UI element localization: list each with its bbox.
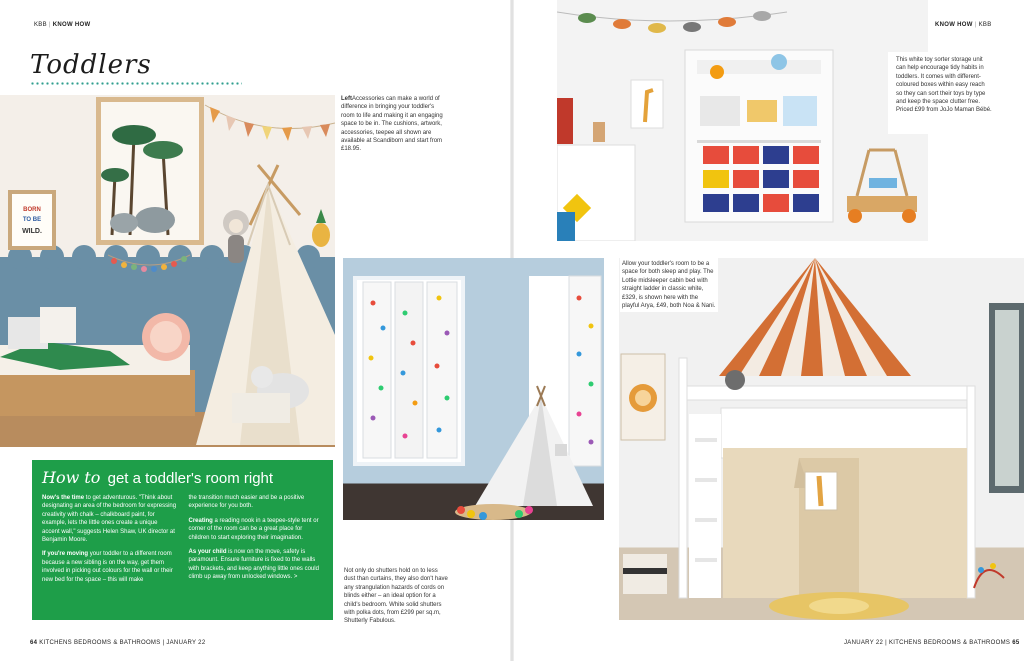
jungle-poster bbox=[96, 97, 204, 245]
paragraph-text: a reading nook in a teepee-style tent or corner of the room can be a great place for children to start exploring their imagination. bbox=[188, 517, 319, 541]
folio-date: JANUARY 22 bbox=[844, 640, 884, 646]
bead-maze-toy bbox=[974, 563, 1004, 588]
folio-date: JANUARY 22 bbox=[166, 640, 206, 646]
pineapple-decor bbox=[312, 209, 330, 247]
running-head-separator: | bbox=[48, 22, 51, 28]
toy-basket bbox=[623, 554, 667, 594]
page-title: Toddlers bbox=[30, 50, 152, 80]
how-to-column-2 bbox=[189, 494, 324, 590]
running-head-brand: KBB bbox=[34, 22, 47, 28]
right-shutter bbox=[569, 276, 601, 466]
red-postbox bbox=[557, 98, 573, 144]
how-to-column-1 bbox=[42, 494, 177, 590]
caption-left-label: Left bbox=[341, 96, 352, 102]
window-glass bbox=[995, 310, 1019, 486]
bunting bbox=[205, 105, 335, 141]
running-head-section: KNOW HOW bbox=[935, 22, 973, 28]
how-to-lead: How to bbox=[42, 468, 101, 487]
svg-text:TO BE: TO BE bbox=[22, 217, 42, 223]
paragraph-text: to get adventurous. "Think about designating an area of the bedroom for expressing creativity with chalk – chalkboard paint, for example, lets the little ones create a unique accent wall," suggests Helen Shaw, UK director at Benjamin Moore. bbox=[42, 495, 177, 544]
paragraph-lead: If you're moving bbox=[42, 551, 89, 558]
wooden-walker bbox=[847, 150, 917, 223]
how-to-paragraph bbox=[189, 494, 324, 511]
rattan-daybed bbox=[0, 307, 195, 416]
page-number: 64 bbox=[30, 640, 38, 646]
toy-sorter-unit bbox=[685, 50, 833, 222]
how-to-paragraph bbox=[189, 517, 324, 542]
circus-tent-canopy bbox=[719, 258, 911, 376]
paragraph-lead: As your child bbox=[188, 549, 227, 556]
how-to-panel bbox=[32, 460, 333, 620]
svg-text:WILD.: WILD. bbox=[22, 228, 42, 235]
caption-left-text: Accessories can make a world of difference in bringing your toddler's room to life and making it an engaging space to be in. The cushions, artwork, accessories, teepee all shown are available at Scandiborn and start from £18.95. bbox=[341, 96, 443, 153]
born-to-be-wild-print bbox=[8, 190, 56, 250]
running-head-right bbox=[935, 22, 992, 28]
photo-polka-dot-shutters bbox=[343, 258, 604, 520]
title-dotted-rule bbox=[30, 82, 242, 85]
running-head-brand: KBB bbox=[978, 22, 992, 28]
caption-storage: This white toy sorter storage unit can help encourage tidy habits in toddlers. It comes with different-coloured boxes within easy reach so they can sort their toys by type and keep the space clutter free. Priced £99 from JoJo Maman Bébé. bbox=[896, 57, 992, 114]
midsleeper-bed bbox=[679, 358, 975, 598]
running-head-left bbox=[34, 22, 91, 28]
running-head-separator: | bbox=[974, 22, 977, 28]
how-to-columns bbox=[42, 494, 323, 590]
photo-toddler-room bbox=[0, 95, 335, 447]
toy-cot bbox=[232, 393, 290, 423]
folio-separator: | bbox=[885, 640, 887, 646]
how-to-paragraph bbox=[189, 548, 324, 582]
paragraph-lead: Now's the time bbox=[42, 495, 85, 501]
folio-right bbox=[844, 640, 1019, 646]
paragraph-text: your toddler to a different room because a new sibling is on the way, get them involved in picking out colours for the wall or their new bed for the space – this will make bbox=[42, 551, 173, 583]
how-to-paragraph bbox=[42, 550, 177, 584]
plush-toy bbox=[725, 370, 745, 390]
svg-text:BORN: BORN bbox=[23, 207, 41, 213]
folio-magazine-title: KITCHENS BEDROOMS & BATHROOMS bbox=[888, 640, 1011, 646]
photo-toy-storage bbox=[557, 0, 928, 241]
giraffe-print bbox=[631, 80, 663, 128]
paragraph-lead: Creating bbox=[188, 517, 213, 524]
caption-left bbox=[341, 95, 446, 154]
caption-shutters: Not only do shutters hold on to less dust than curtains, they also don't have any strangulation hazards of cords on blinds either – an ideal option for a child's bedroom. White solid shutters with polka dots, from £299 per sq.m, Shutterly Fabulous. bbox=[344, 568, 448, 625]
polka-dot-shutters bbox=[363, 282, 457, 458]
animal-garland bbox=[557, 11, 787, 33]
lion-rug bbox=[769, 592, 909, 620]
shutters-room-illustration bbox=[343, 258, 604, 520]
folio-left bbox=[30, 640, 205, 646]
lion-print bbox=[621, 354, 665, 440]
page-number: 65 bbox=[1012, 640, 1020, 646]
toy-storage-illustration bbox=[557, 0, 928, 241]
toddler-room-illustration bbox=[0, 95, 335, 447]
caption-cabin-bed: Allow your toddler's room to be a space for both sleep and play. The Lottie midsleeper cabin bed with straight ladder in classic white, £329, is shown here with the playful Arya, £49, both Noa & Nani. bbox=[620, 258, 718, 312]
how-to-heading bbox=[42, 468, 323, 489]
paragraph-text: the transition much easier and be a positive experience for you both. bbox=[188, 495, 305, 510]
folio-magazine-title: KITCHENS BEDROOMS & BATHROOMS bbox=[39, 640, 161, 646]
running-head-section: KNOW HOW bbox=[52, 22, 91, 28]
pencil-pot bbox=[593, 122, 605, 142]
how-to-paragraph bbox=[42, 494, 177, 544]
how-to-title: get a toddler's room right bbox=[107, 470, 274, 487]
folio-separator: | bbox=[162, 640, 165, 646]
paragraph-text: is now on the move, safety is paramount. Ensure furniture is fixed to the walls with brackets, and keep anything little ones could climb up away from unlocked windows. > bbox=[188, 549, 319, 581]
